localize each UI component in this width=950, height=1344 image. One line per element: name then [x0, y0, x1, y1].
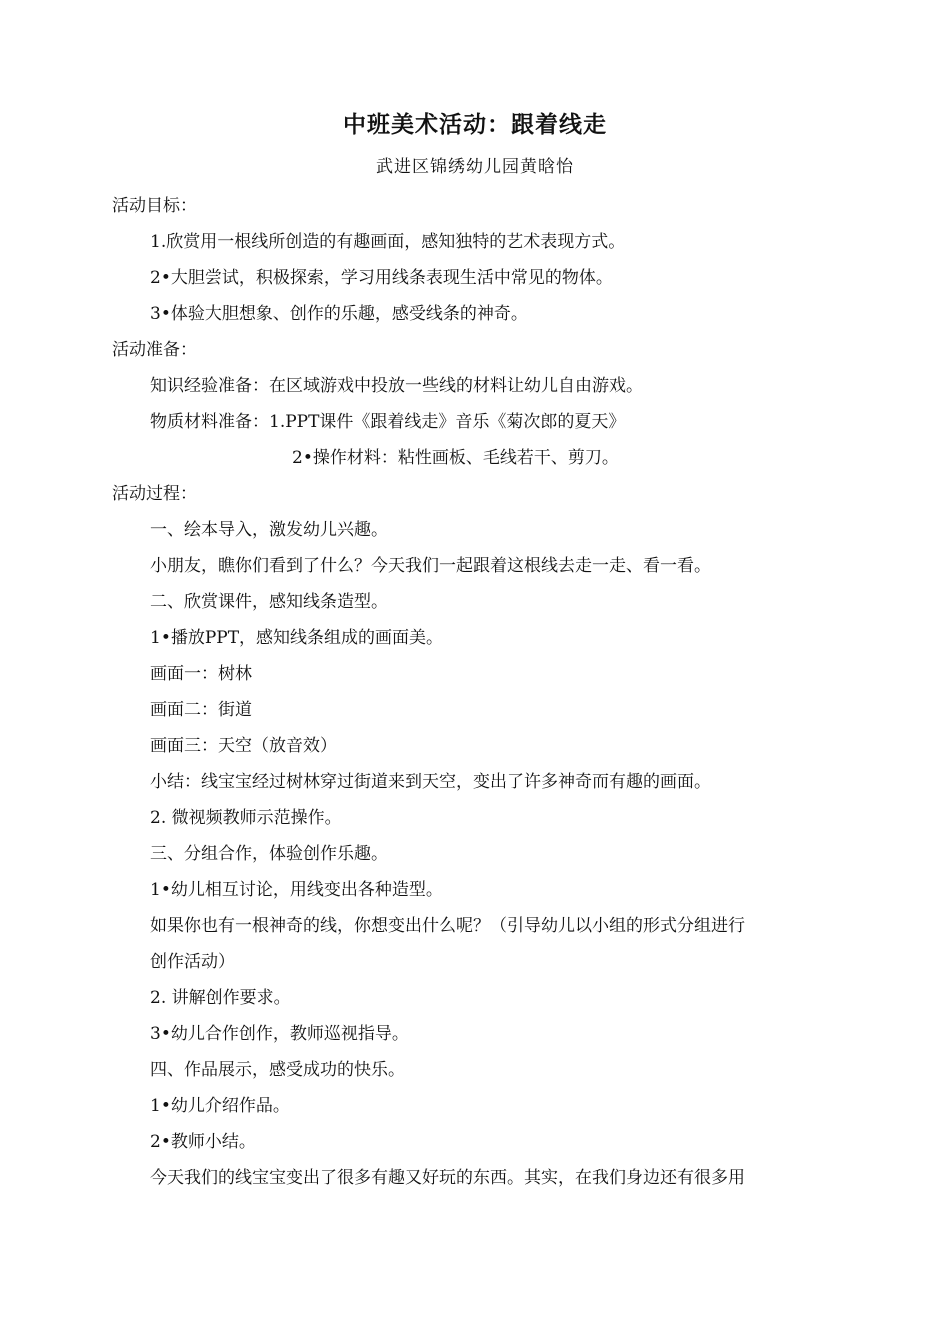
- paragraph-line: 画面三：天空（放音效）: [150, 736, 337, 756]
- paragraph-line: 物质材料准备：1.PPT课件《跟着线走》音乐《菊次郎的夏天》: [150, 412, 626, 432]
- paragraph-line: 今天我们的线宝宝变出了很多有趣又好玩的东西。其实，在我们身边还有很多用: [150, 1168, 745, 1188]
- paragraph-line: 1.欣赏用一根线所创造的有趣画面，感知独特的艺术表现方式。: [150, 232, 626, 252]
- paragraph-line: 2•大胆尝试，积极探索，学习用线条表现生活中常见的物体。: [150, 268, 613, 288]
- paragraph-line: 知识经验准备：在区域游戏中投放一些线的材料让幼儿自由游戏。: [150, 376, 643, 396]
- page-title: 中班美术活动：跟着线走: [343, 112, 607, 138]
- paragraph-line: 小结：线宝宝经过树林穿过街道来到天空，变出了许多神奇而有趣的画面。: [150, 772, 711, 792]
- paragraph-line: 画面一：树林: [150, 664, 252, 684]
- paragraph-line: 1•播放PPT，感知线条组成的画面美。: [150, 628, 444, 648]
- paragraph-line: 创作活动）: [150, 952, 235, 972]
- section-heading: 活动目标：: [112, 196, 197, 216]
- paragraph-line: 1•幼儿相互讨论，用线变出各种造型。: [150, 880, 443, 900]
- author-line: 武进区锦绣幼儿园黄晗怡: [376, 157, 574, 177]
- paragraph-line: 画面二：街道: [150, 700, 252, 720]
- section-heading: 活动过程：: [112, 484, 197, 504]
- paragraph-line: 1•幼儿介绍作品。: [150, 1096, 290, 1116]
- paragraph-line: 2•教师小结。: [150, 1132, 256, 1152]
- paragraph-line: 一、绘本导入，激发幼儿兴趣。: [150, 520, 388, 540]
- paragraph-line: 二、欣赏课件，感知线条造型。: [150, 592, 388, 612]
- paragraph-line: 小朋友，瞧你们看到了什么？今天我们一起跟着这根线去走一走、看一看。: [150, 556, 711, 576]
- document-body: [112, 188, 832, 1196]
- paragraph-line: 3•体验大胆想象、创作的乐趣，感受线条的神奇。: [150, 304, 528, 324]
- paragraph-line: 如果你也有一根神奇的线，你想变出什么呢？（引导幼儿以小组的形式分组进行: [150, 916, 745, 936]
- paragraph-line: 三、分组合作，体验创作乐趣。: [150, 844, 388, 864]
- paragraph-line: 2. 讲解创作要求。: [150, 988, 291, 1008]
- paragraph-line: 2. 微视频教师示范操作。: [150, 808, 342, 828]
- paragraph-line: 2•操作材料：粘性画板、毛线若干、剪刀。: [292, 448, 619, 468]
- paragraph-line: 3•幼儿合作创作，教师巡视指导。: [150, 1024, 409, 1044]
- section-heading: 活动准备：: [112, 340, 197, 360]
- paragraph-line: 四、作品展示，感受成功的快乐。: [150, 1060, 405, 1080]
